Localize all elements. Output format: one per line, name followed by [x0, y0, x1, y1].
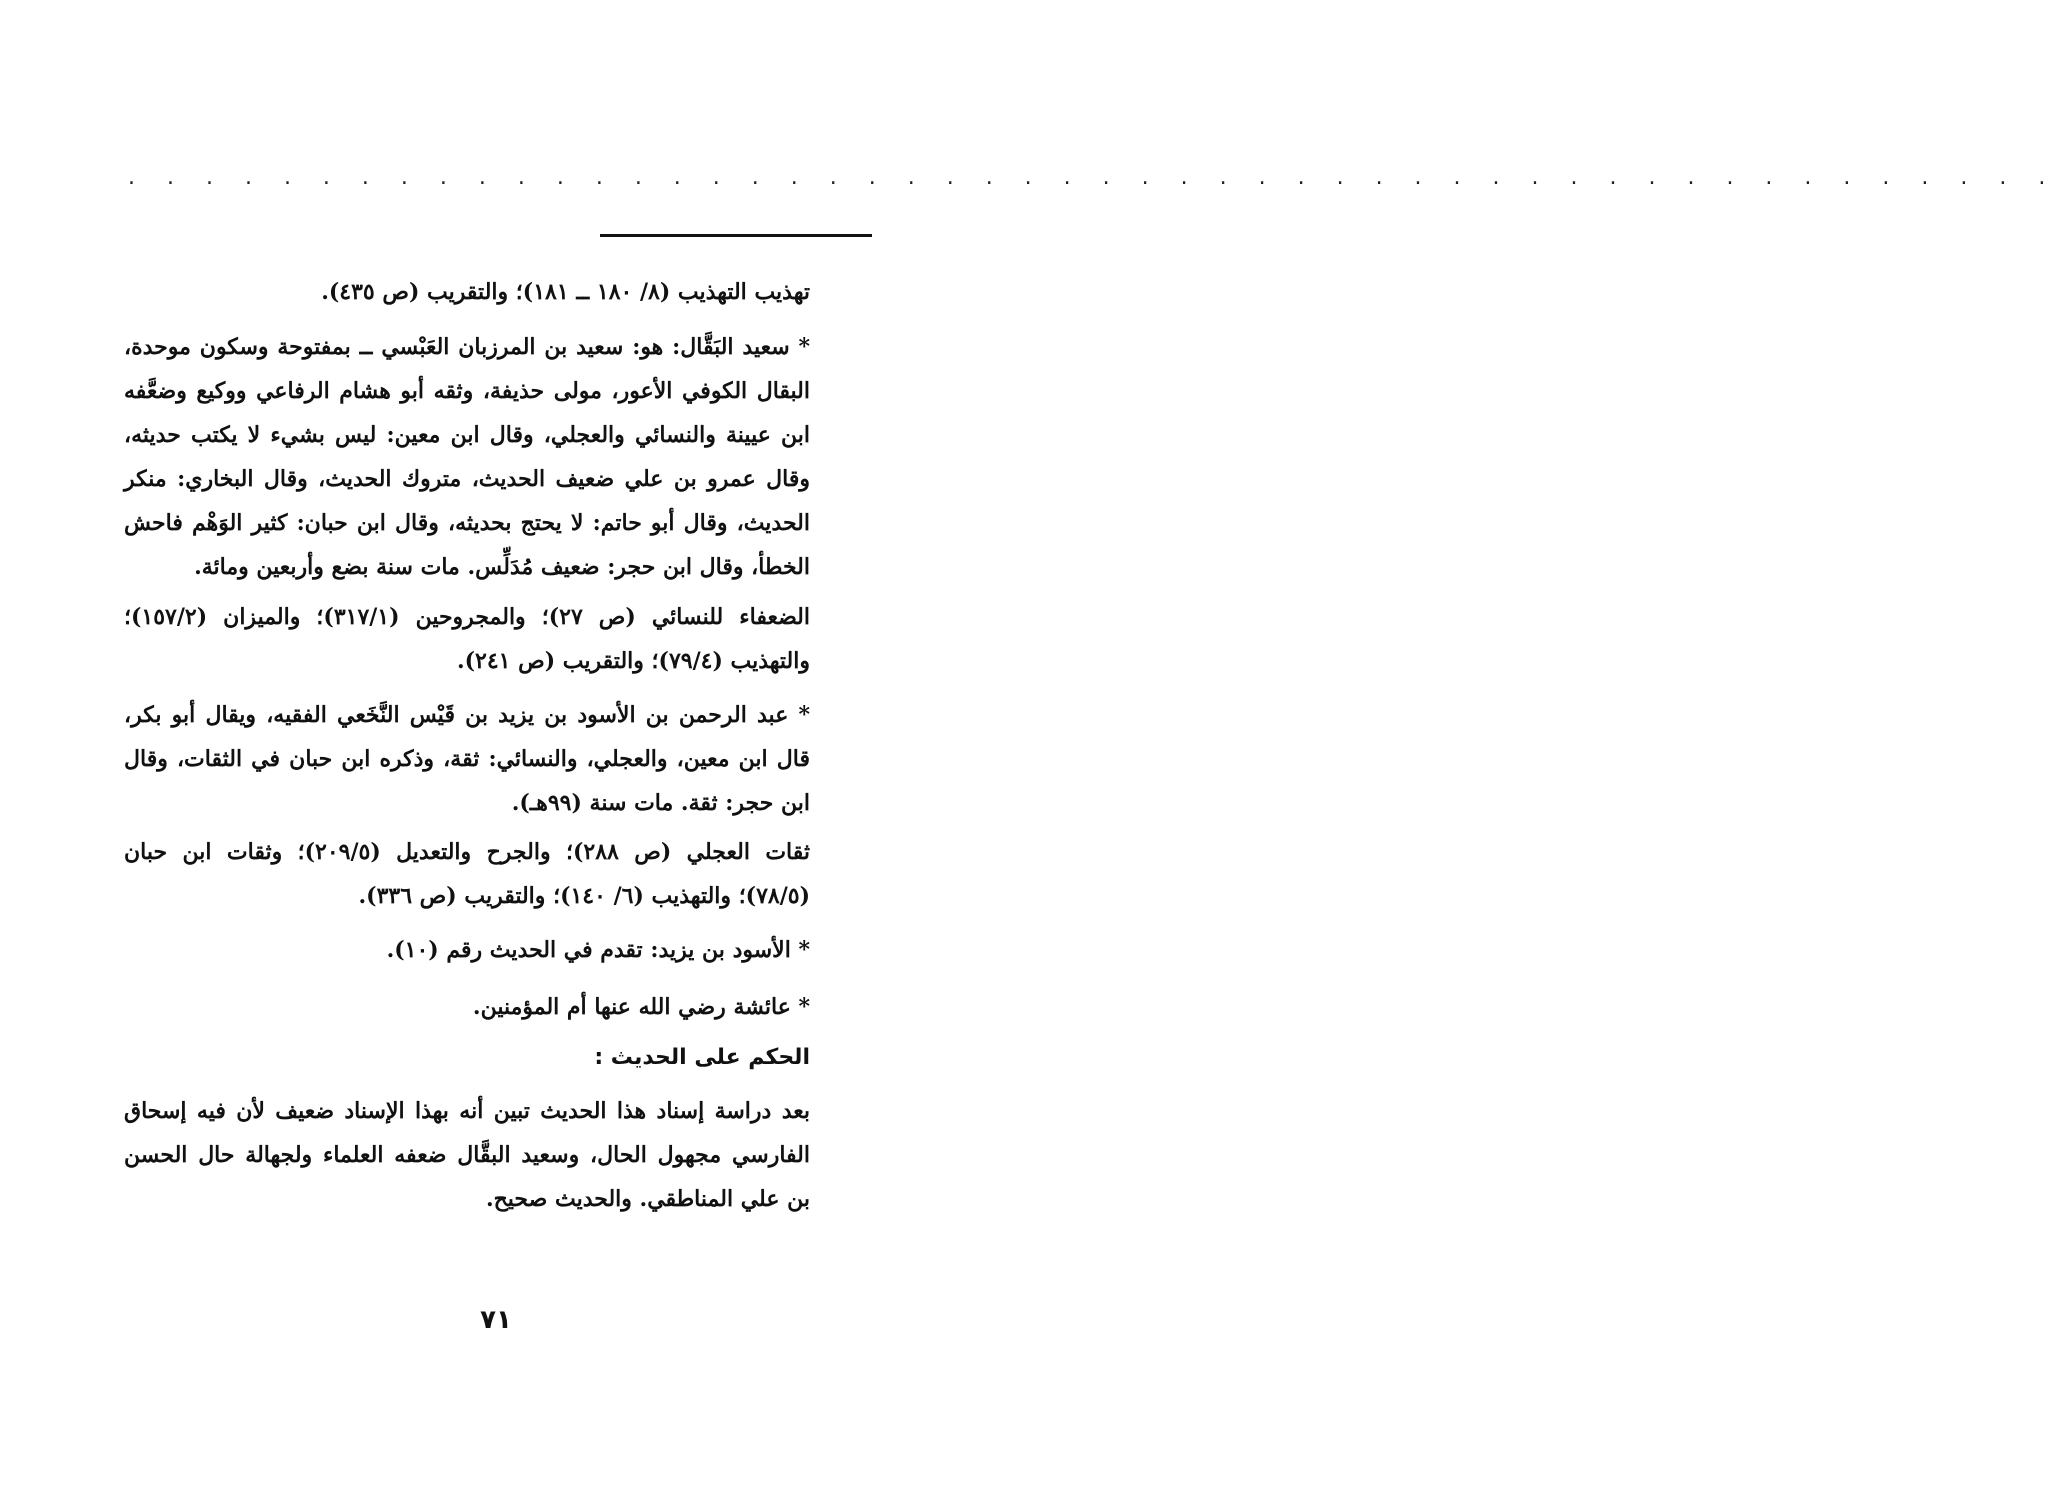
ruling-paragraph: بعد دراسة إسناد هذا الحديث تبين أنه بهذا الإسناد ضعيف لأن فيه إسحاق الفارسي مجهول الحال، وسعيد البقَّال ضعفه العلماء ولجهالة حال الحسن بن علي المناطقي. والحديث صحيح. [124, 1098, 810, 1212]
dotted-separator: . . . . . . . . . . . . . . . . . . . . . . . . . . . . . . . . . . . . . . . . . . . . . . . . . . [128, 165, 2058, 190]
narrator-entry-al-aswad: * الأسود بن يزيد: تقدم في الحديث رقم (١٠). [386, 937, 810, 963]
narrator-entry-said-albaqqal: * سعيد البَقَّال: هو: سعيد بن المرزبان العَبْسي ــ بمفتوحة وسكون موحدة، البقال الكوفي الأعور، مولى حذيفة، وثقه أبو هشام الرفاعي ووكيع وضعَّفه ابن عيينة والنسائي والعجلي، وقال ابن معين: ليس بشيء لا يكتب حديثه، وقال عمرو بن علي ضعيف الحديث، متروك الحديث، وقال البخاري: منكر الحديث، وقال أبو حاتم: لا يحتج بحديثه، وقال ابن حبان: كثير الوَهْم فاحش الخطأ، وقال ابن حجر: ضعيف مُدَلِّس. مات سنة بضع وأربعين ومائة. [124, 334, 810, 580]
narrator-entry-aisha: * عائشة رضي الله عنها أم المؤمنين. [472, 994, 810, 1020]
reference-paragraph-1: تهذيب التهذيب (٨/ ١٨٠ ــ ١٨١)؛ والتقريب (ص ٤٣٥). [321, 279, 810, 305]
narrator-entry-abdurrahman: * عبد الرحمن بن الأسود بن يزيد بن قَيْس النَّخَعي الفقيه، ويقال أبو بكر، قال ابن معين، والعجلي، والنسائي: ثقة، وذكره ابن حبان في الثقات، وقال ابن حجر: ثقة. مات سنة (٩٩هـ). [124, 702, 810, 816]
reference-paragraph-3: ثقات العجلي (ص ٢٨٨)؛ والجرح والتعديل (٢٠٩/٥)؛ وثقات ابن حبان (٧٨/٥)؛ والتهذيب (٦/ ١٤٠)؛ والتقريب (ص ٣٣٦). [124, 839, 811, 909]
footnote-rule [600, 234, 872, 237]
section-heading-hadith-ruling: الحكم على الحديث : [594, 1045, 810, 1070]
reference-paragraph-2: الضعفاء للنسائي (ص ٢٧)؛ والمجروحين (٣١٧/١)؛ والميزان (١٥٧/٢)؛ والتهذيب (٧٩/٤)؛ والتقريب (ص ٢٤١). [124, 604, 810, 674]
page-number: ٧١ [480, 1305, 512, 1335]
